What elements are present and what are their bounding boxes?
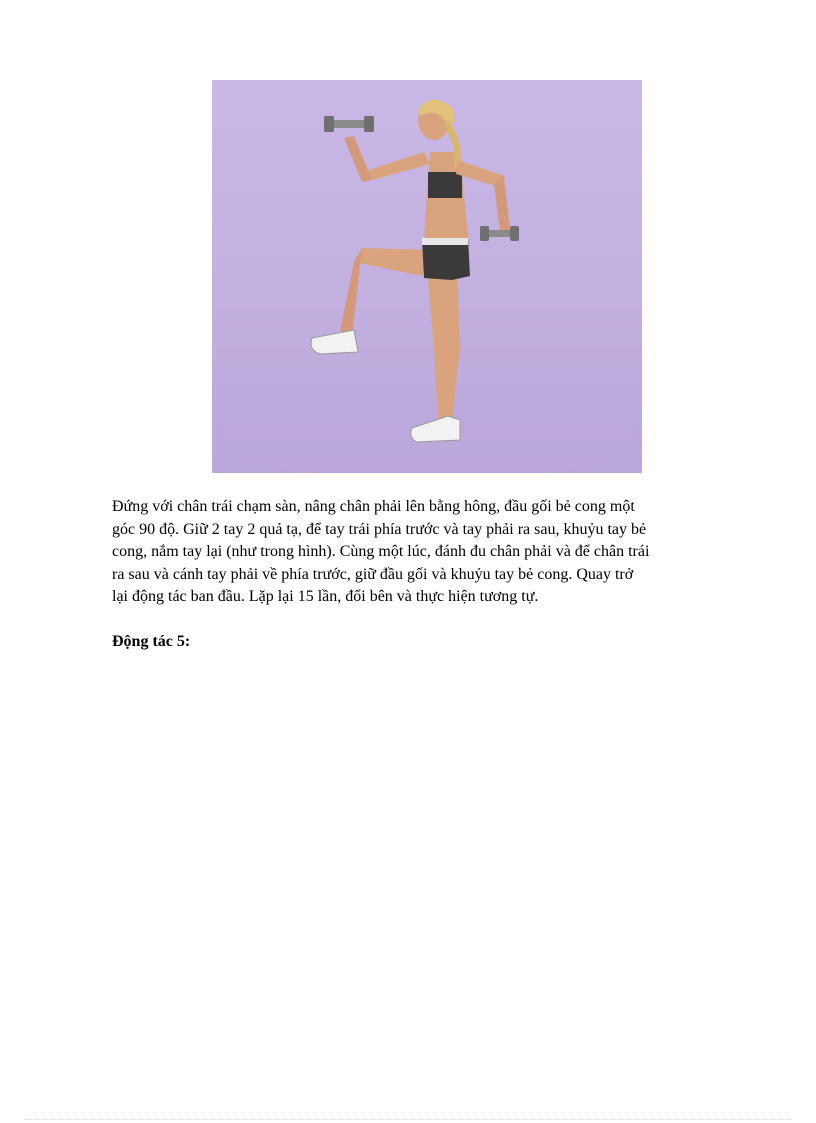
section-heading: Động tác 5:: [112, 633, 191, 650]
instruction-line: lại động tác ban đầu. Lặp lại 15 lần, đổi bên và thực hiện tương tự.: [112, 588, 539, 605]
instruction-line: góc 90 độ. Giữ 2 tay 2 quả tạ, để tay trái phía trước và tay phải ra sau, khuỷu tay bẻ: [112, 520, 647, 538]
exercise-instructions: [112, 496, 742, 609]
woman-with-dumbbells-illustration: [212, 80, 642, 473]
instruction-line: cong, nắm tay lại (như trong hình). Cùng một lúc, đánh đu chân phải và để chân trái: [112, 543, 650, 560]
exercise-photo: [212, 80, 642, 473]
instruction-line: ra sau và cánh tay phải về phía trước, giữ đầu gối và khuỷu tay bẻ cong. Quay trở: [112, 565, 634, 583]
page-bottom-divider: [24, 1119, 792, 1120]
instruction-line: Đứng với chân trái chạm sàn, nâng chân phải lên bằng hông, đầu gối bẻ cong một: [112, 498, 635, 515]
